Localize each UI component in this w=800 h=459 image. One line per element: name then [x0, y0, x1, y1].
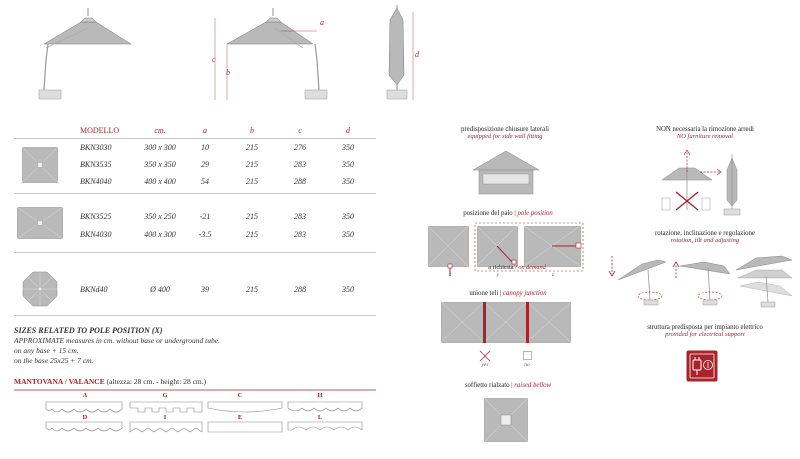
- canopy-junction-caption: unione teli | canopy junction: [469, 290, 547, 297]
- junction-yes-label: yes: [481, 362, 489, 368]
- rotation-icons: [606, 252, 796, 312]
- notes-line-2: on any base + 15 cm.: [14, 346, 79, 355]
- notes-heading: SIZES RELATED TO POLE POSITION (X): [14, 326, 163, 335]
- valance-letter-c: C: [237, 392, 243, 399]
- side-wall-icon: [471, 150, 541, 195]
- size-notes: [14, 326, 220, 366]
- electric-plug-icon: [686, 350, 718, 382]
- valance-letter-h: H: [317, 392, 323, 399]
- on-demand-caption: a richiesta / on demand: [488, 264, 546, 271]
- valance-letter-a: A: [82, 392, 88, 399]
- umbrella-elevation-1: [36, 0, 156, 105]
- header-cm: cm.: [154, 126, 166, 135]
- valance-letter-l: L: [317, 414, 323, 421]
- pole-label-z: z: [551, 272, 555, 278]
- header-a: a: [203, 126, 207, 135]
- notes-line-3: on the base 25x25 + 7 cm.: [14, 356, 94, 365]
- electric-caption: struttura predisposta per impianto elettrico provided for electrical support: [647, 324, 763, 338]
- no-removal-icon: [660, 148, 750, 218]
- side-wall-caption: predisposizione chiusure laterali equipped for side wall fitting: [461, 126, 549, 140]
- valance-title: [14, 377, 206, 386]
- pole-position-caption: posizione del palo | pole position: [463, 210, 553, 217]
- checkbox-icon: [523, 351, 533, 361]
- valance-letter-g: G: [162, 392, 168, 399]
- umbrella-closed-elevation: [385, 0, 425, 105]
- dim-label-c: c: [212, 55, 216, 64]
- raised-bellow-caption: soffietto rialzato | raised bellow: [464, 382, 552, 389]
- valance-shapes: [44, 400, 406, 440]
- rotation-caption: rotazione, inclinazione e regolazione rotation, tilt and adjusting: [654, 230, 755, 244]
- raised-bellow-icon: [484, 398, 528, 442]
- header-d: d: [346, 126, 350, 135]
- valance-letter-e: E: [237, 414, 243, 421]
- notes-line-1: APPROXIMATE measures in cm. without base or underground tube.: [14, 336, 220, 345]
- umbrella-elevation-2: [215, 0, 335, 105]
- cross-icon: [479, 350, 491, 362]
- canopy-octagon-icon: [22, 271, 58, 307]
- valance-letter-i: I: [163, 414, 167, 421]
- dim-label-b: b: [226, 68, 230, 77]
- canopy-square-icon: [22, 147, 58, 183]
- valance-letter-d: D: [82, 414, 88, 421]
- pole-label-x: x: [448, 272, 452, 278]
- header-b: b: [250, 126, 254, 135]
- pole-label-y: y: [496, 272, 500, 278]
- no-removal-caption: NON necessaria la rimozione arredi NO furniture removal: [656, 126, 754, 140]
- valance-subtitle: (altezza: 28 cm. - height: 28 cm.): [106, 377, 207, 386]
- canopy-junction-icon: [441, 302, 571, 344]
- dim-label-a: a: [320, 18, 324, 27]
- junction-no-label: no: [524, 362, 530, 368]
- canopy-rectangle-icon: [17, 207, 63, 239]
- header-model: MODELLO: [80, 126, 120, 135]
- valance-title-rule: [14, 389, 376, 391]
- dim-label-d: d: [415, 50, 419, 59]
- valance-title-text: MANTOVANA / VALANCE: [14, 377, 105, 386]
- header-c: c: [298, 126, 302, 135]
